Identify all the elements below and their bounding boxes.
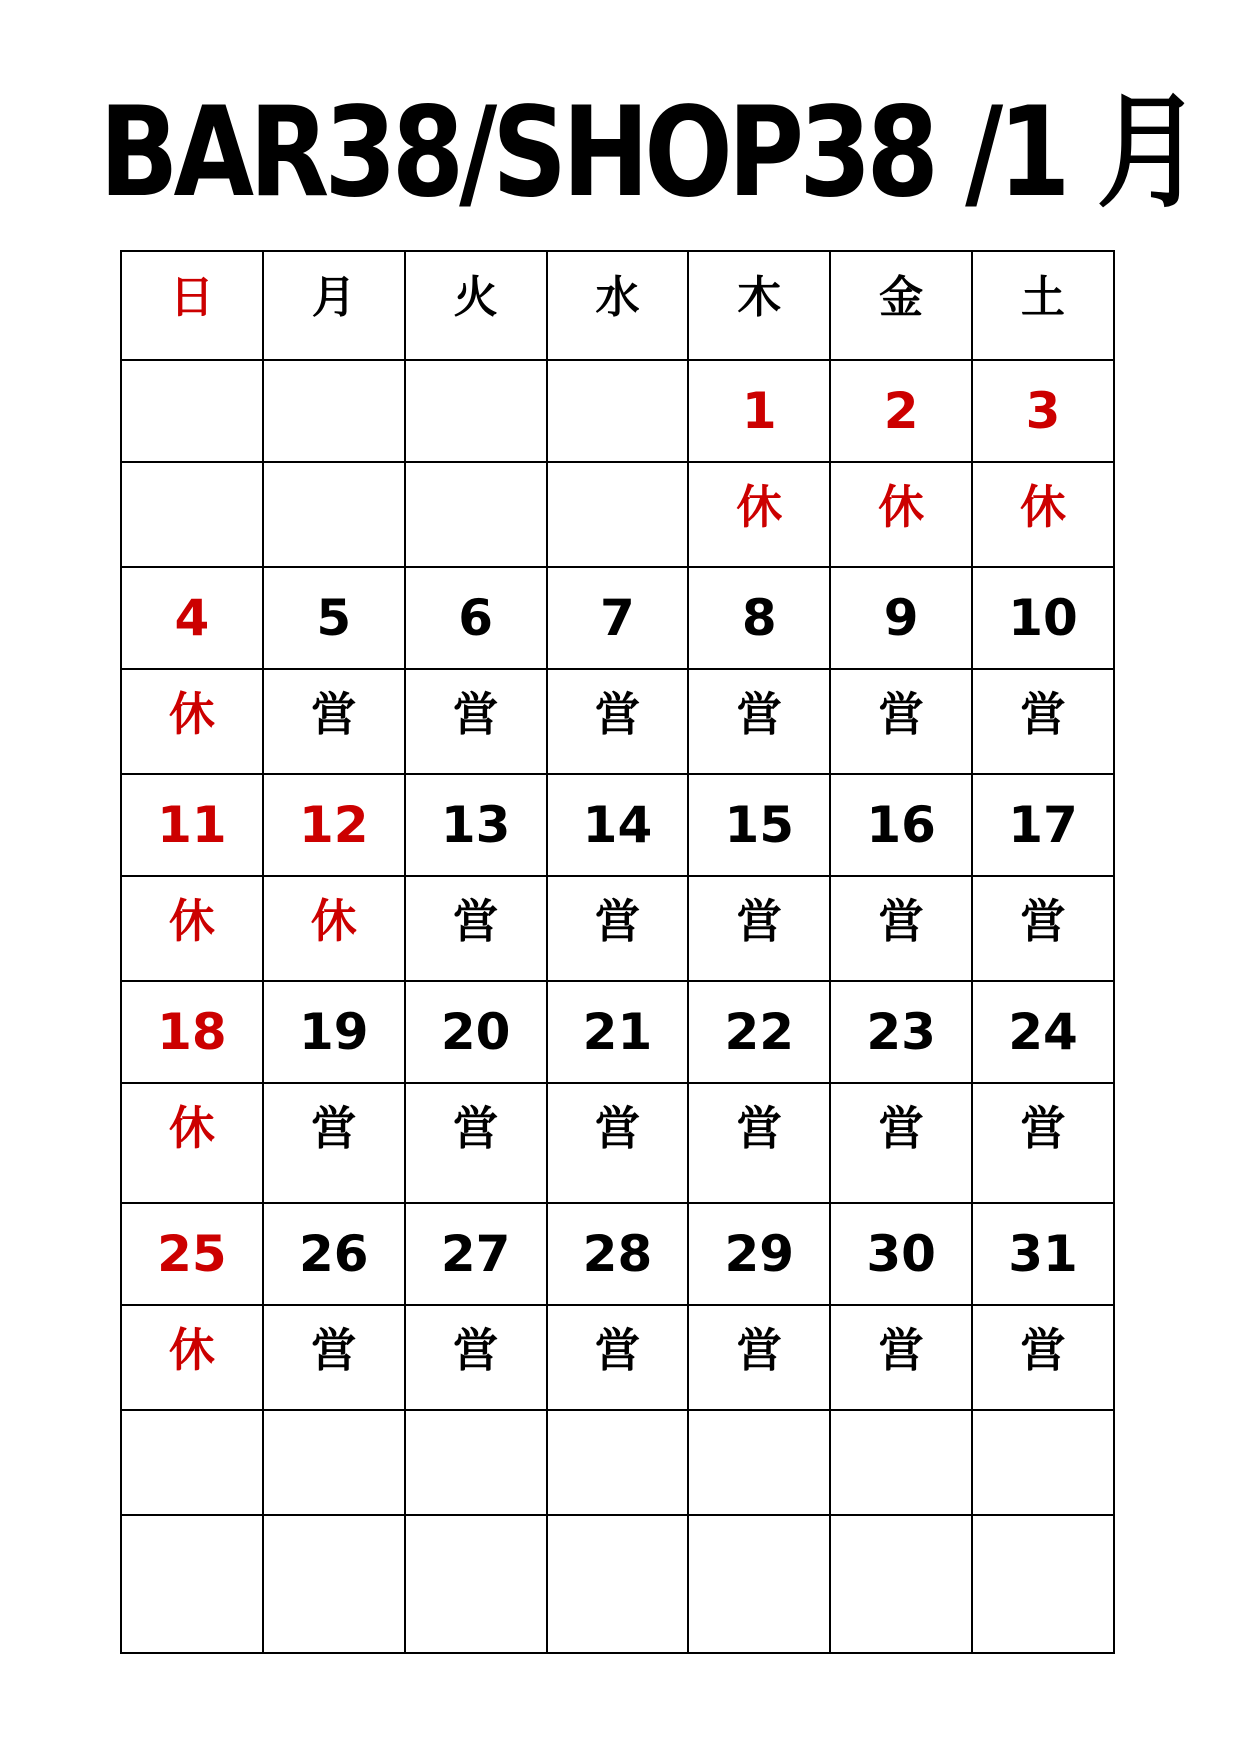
status-cell: 営 — [547, 1305, 689, 1410]
status-cell: 営 — [405, 669, 547, 774]
date-cell: 13 — [405, 774, 547, 876]
week-3-status — [121, 876, 1114, 981]
date-cell: 7 — [547, 567, 689, 669]
date-cell: 5 — [263, 567, 405, 669]
status-cell: 営 — [405, 1305, 547, 1410]
weekday-thursday: 木 — [688, 251, 830, 360]
status-cell: 休 — [121, 1083, 263, 1203]
date-cell: 11 — [121, 774, 263, 876]
status-cell: 営 — [972, 1305, 1114, 1410]
status-cell: 休 — [121, 669, 263, 774]
status-cell: 営 — [688, 876, 830, 981]
status-cell: 休 — [972, 462, 1114, 567]
date-cell: 30 — [830, 1203, 972, 1305]
status-cell — [263, 462, 405, 567]
date-cell — [547, 360, 689, 462]
weekday-header-row — [121, 251, 1114, 360]
status-cell: 休 — [121, 1305, 263, 1410]
weekday-monday: 月 — [263, 251, 405, 360]
weekday-sunday: 日 — [121, 251, 263, 360]
week-1-status — [121, 462, 1114, 567]
page-title: BAR38/SHOP38 /1 月 — [99, 81, 1196, 225]
empty-cell — [830, 1410, 972, 1515]
date-cell: 28 — [547, 1203, 689, 1305]
date-cell: 10 — [972, 567, 1114, 669]
status-cell: 営 — [547, 669, 689, 774]
status-cell: 営 — [830, 1083, 972, 1203]
date-cell: 8 — [688, 567, 830, 669]
status-cell — [547, 462, 689, 567]
status-cell: 休 — [688, 462, 830, 567]
empty-cell — [688, 1410, 830, 1515]
status-cell: 営 — [972, 1083, 1114, 1203]
status-cell: 営 — [547, 1083, 689, 1203]
date-cell — [405, 360, 547, 462]
week-5-dates — [121, 1203, 1114, 1305]
status-cell — [121, 462, 263, 567]
empty-cell — [263, 1515, 405, 1653]
date-cell: 16 — [830, 774, 972, 876]
date-cell: 31 — [972, 1203, 1114, 1305]
weekday-tuesday: 火 — [405, 251, 547, 360]
date-cell: 1 — [688, 360, 830, 462]
week-3-dates — [121, 774, 1114, 876]
status-cell: 営 — [405, 876, 547, 981]
status-cell: 営 — [830, 1305, 972, 1410]
week-2-status — [121, 669, 1114, 774]
status-cell: 営 — [830, 876, 972, 981]
status-cell: 休 — [263, 876, 405, 981]
date-cell: 9 — [830, 567, 972, 669]
status-cell: 営 — [972, 876, 1114, 981]
date-cell: 23 — [830, 981, 972, 1083]
date-cell: 6 — [405, 567, 547, 669]
date-cell: 22 — [688, 981, 830, 1083]
empty-cell — [972, 1515, 1114, 1653]
date-cell: 25 — [121, 1203, 263, 1305]
week-5-status — [121, 1305, 1114, 1410]
weekday-wednesday: 水 — [547, 251, 689, 360]
week-2-dates — [121, 567, 1114, 669]
date-cell: 24 — [972, 981, 1114, 1083]
empty-cell — [547, 1515, 689, 1653]
empty-cell — [263, 1410, 405, 1515]
week-1-dates — [121, 360, 1114, 462]
date-cell: 3 — [972, 360, 1114, 462]
date-cell: 19 — [263, 981, 405, 1083]
date-cell: 15 — [688, 774, 830, 876]
empty-cell — [830, 1515, 972, 1653]
status-cell: 営 — [263, 1305, 405, 1410]
date-cell — [121, 360, 263, 462]
weekday-saturday: 土 — [972, 251, 1114, 360]
status-cell: 営 — [688, 1305, 830, 1410]
status-cell: 営 — [688, 669, 830, 774]
status-cell: 営 — [263, 669, 405, 774]
status-cell: 営 — [972, 669, 1114, 774]
date-cell: 29 — [688, 1203, 830, 1305]
weekday-friday: 金 — [830, 251, 972, 360]
empty-cell — [121, 1515, 263, 1653]
empty-cell — [405, 1410, 547, 1515]
status-cell: 休 — [121, 876, 263, 981]
date-cell: 14 — [547, 774, 689, 876]
empty-row — [121, 1515, 1114, 1653]
date-cell: 27 — [405, 1203, 547, 1305]
status-cell: 休 — [830, 462, 972, 567]
status-cell — [405, 462, 547, 567]
status-cell: 営 — [688, 1083, 830, 1203]
empty-row — [121, 1410, 1114, 1515]
empty-cell — [972, 1410, 1114, 1515]
date-cell: 12 — [263, 774, 405, 876]
status-cell: 営 — [547, 876, 689, 981]
empty-cell — [405, 1515, 547, 1653]
date-cell: 21 — [547, 981, 689, 1083]
empty-cell — [547, 1410, 689, 1515]
empty-cell — [688, 1515, 830, 1653]
date-cell: 2 — [830, 360, 972, 462]
status-cell: 営 — [263, 1083, 405, 1203]
status-cell: 営 — [405, 1083, 547, 1203]
date-cell — [263, 360, 405, 462]
calendar-grid — [120, 250, 1115, 1654]
empty-cell — [121, 1410, 263, 1515]
date-cell: 4 — [121, 567, 263, 669]
week-4-dates — [121, 981, 1114, 1083]
status-cell: 営 — [830, 669, 972, 774]
date-cell: 17 — [972, 774, 1114, 876]
week-4-status — [121, 1083, 1114, 1203]
date-cell: 26 — [263, 1203, 405, 1305]
date-cell: 18 — [121, 981, 263, 1083]
date-cell: 20 — [405, 981, 547, 1083]
